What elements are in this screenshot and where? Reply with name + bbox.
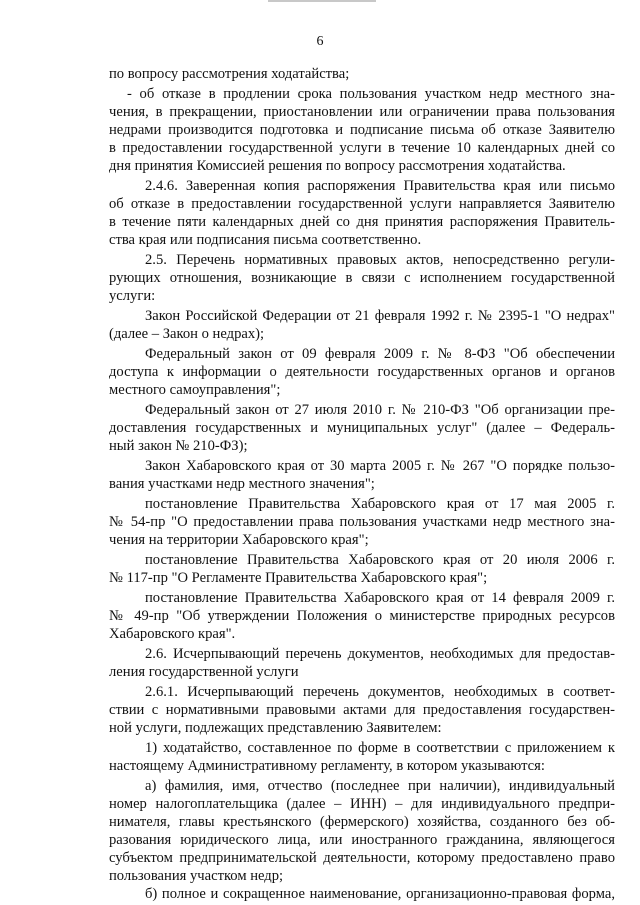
text-line: Закон Российской Федерации от 21 февраля 1992 г. № 2395-1 "О недрах" bbox=[145, 308, 615, 324]
text-line: Федеральный закон от 09 февраля 2009 г. № 8-ФЗ "Об обеспечении bbox=[145, 346, 615, 362]
text-line: 2.4.6. Заверенная копия распоряжения Правительства края или письмо bbox=[145, 178, 615, 194]
text-line: об отказе в предоставлении государственной услуги направляется Заявителю bbox=[109, 196, 615, 212]
text-line: местного самоуправления"; bbox=[109, 382, 281, 398]
text-line: ства края или подписания письма соответственно. bbox=[109, 232, 422, 248]
text-line: Федеральный закон от 27 июля 2010 г. № 210-ФЗ "Об организации пре- bbox=[145, 402, 615, 418]
text-line: ствии с нормативными правовыми актами для предоставления государствен- bbox=[109, 702, 615, 718]
text-line: ной услуги, подлежащих представлению Заявителем: bbox=[109, 720, 442, 736]
text-line: а) фамилия, имя, отчество (последнее при наличии), индивидуальный bbox=[145, 778, 615, 794]
text-line: ный закон № 210-ФЗ); bbox=[109, 438, 248, 454]
text-line: Закон Хабаровского края от 30 марта 2005 г. № 267 "О порядке пользо- bbox=[145, 458, 615, 474]
text-line: доставления государственных и муниципальных услуг" (далее – Федераль- bbox=[109, 420, 615, 436]
text-line: недрами производится подготовка и подписание письма об отказе Заявителю bbox=[109, 122, 615, 138]
text-line: номер налогоплательщика (далее – ИНН) – для индивидуального предпри- bbox=[109, 796, 615, 812]
text-line: 2.6. Исчерпывающий перечень документов, необходимых для предостав- bbox=[145, 646, 615, 662]
text-line: постановление Правительства Хабаровского края от 14 февраля 2009 г. bbox=[145, 590, 615, 606]
text-line: № 49-пр "Об утверждении Положения о министерстве природных ресурсов bbox=[109, 608, 615, 624]
text-line: разования юридического лица, или иностранного гражданина, являющегося bbox=[109, 832, 615, 848]
text-line: нимателя, главы крестьянского (фермерского) хозяйства, созданного без об- bbox=[109, 814, 615, 830]
text-line: 2.6.1. Исчерпывающий перечень документов, необходимых в соответ- bbox=[145, 684, 615, 700]
text-line: в предоставлении государственной услуги в течение 10 календарных дней со bbox=[109, 140, 615, 156]
text-line: доступа к информации о деятельности государственных органов и органов bbox=[109, 364, 615, 380]
text-line: дня принятия Комиссией решения по вопросу рассмотрения ходатайства. bbox=[109, 158, 566, 174]
text-line: 2.5. Перечень нормативных правовых актов, непосредственно регули- bbox=[145, 252, 615, 268]
text-line: 1) ходатайство, составленное по форме в соответствии с приложением к bbox=[145, 740, 615, 756]
text-line: чения на территории Хабаровского края"; bbox=[109, 532, 369, 548]
text-line: рующих отношения, возникающие в связи с исполнением государственной bbox=[109, 270, 615, 286]
text-line: пользования участком недр; bbox=[109, 868, 284, 884]
text-line: постановление Правительства Хабаровского края от 17 мая 2005 г. bbox=[145, 496, 615, 512]
text-line: б) полное и сокращенное наименование, организационно-правовая форма, bbox=[145, 886, 615, 902]
text-line: - об отказе в продлении срока пользования участком недр местного зна- bbox=[127, 86, 615, 102]
text-line: в течение пяти календарных дней со дня принятия распоряжения Правитель- bbox=[109, 214, 615, 230]
text-line: услуги: bbox=[109, 288, 156, 304]
page-number: 6 bbox=[316, 34, 324, 49]
text-line: по вопросу рассмотрения ходатайства; bbox=[109, 66, 350, 82]
text-line: настоящему Административному регламенту, в котором указываются: bbox=[109, 758, 545, 774]
text-line: № 117-пр "О Регламенте Правительства Хабаровского края"; bbox=[109, 570, 488, 586]
text-line: постановление Правительства Хабаровского края от 20 июля 2006 г. bbox=[145, 552, 615, 568]
text-line: вания участками недр местного значения"; bbox=[109, 476, 375, 492]
top-edge-mark bbox=[268, 0, 376, 2]
text-line: Хабаровского края". bbox=[109, 626, 236, 642]
text-line: ления государственной услуги bbox=[109, 664, 299, 680]
text-line: (далее – Закон о недрах); bbox=[109, 326, 265, 342]
text-line: субъектом предпринимательской деятельности, которому предоставлено право bbox=[109, 850, 615, 866]
text-line: чения, в прекращении, приостановлении или ограничении права пользования bbox=[109, 104, 615, 120]
text-line: № 54-пр "О предоставлении права пользования участками недр местного зна- bbox=[109, 514, 615, 530]
